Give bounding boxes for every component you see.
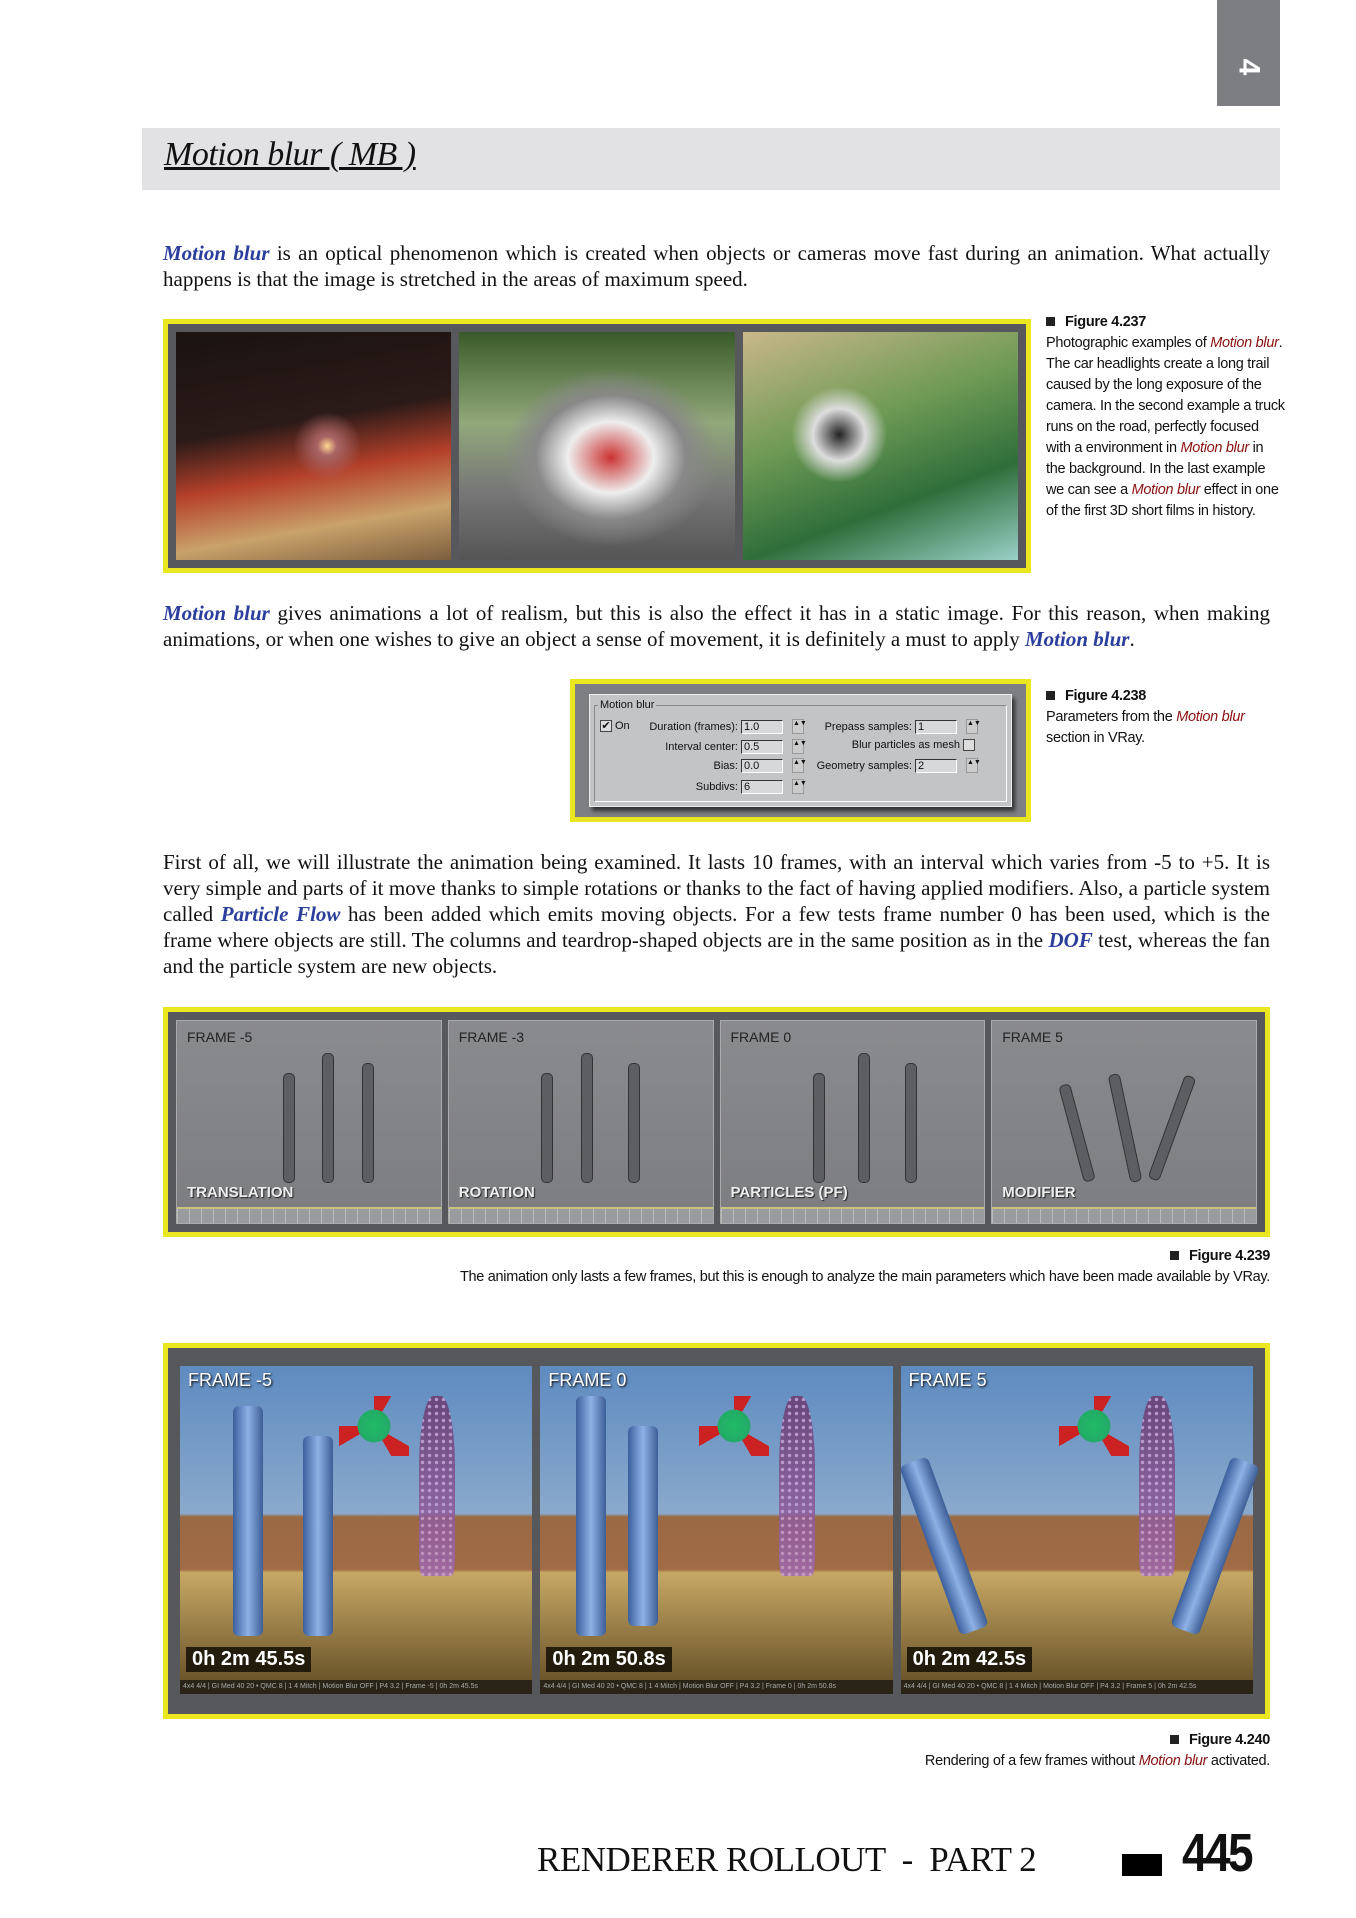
caption-4-237: Figure 4.237 Photographic examples of Motion blur. The car headlights create a long trail caused by the long exposure of the camera. In the second example a truck runs on the road, perfectly focused with a environment in Motion blur in the background. In the last example we can see a Motion blur effect in one of the first 3D short films in history. bbox=[1046, 314, 1285, 519]
photo-3d-short-film bbox=[743, 332, 1018, 560]
paragraph-animation: First of all, we will illustrate the animation being examined. It lasts 10 frames, with an interval which varies from -5 to +5. It is very simple and parts of it move thanks to simple rotations or thanks to the fact of having applied modifiers. Also, a particle system called Particle Flow has been added which emits moving objects. For a few tests frame number 0 has been used, which is the frame where objects are still. The columns and teardrop-shaped objects are in the same position as in the DOF test, whereas the fan and the particle system are new objects. bbox=[163, 850, 1270, 978]
viewport-translation: FRAME -5 TRANSLATION bbox=[176, 1020, 442, 1224]
duration-spinner[interactable]: ▲▼ bbox=[792, 719, 804, 734]
section-title: Motion blur ( MB ) bbox=[164, 136, 416, 173]
bias-input[interactable]: 0.0 bbox=[741, 759, 783, 773]
interval-spinner[interactable]: ▲▼ bbox=[792, 739, 804, 754]
viewport-particles: FRAME 0 PARTICLES (PF) bbox=[720, 1020, 986, 1224]
figure-4-237-photos bbox=[163, 319, 1031, 573]
blur-particles-checkbox[interactable] bbox=[963, 739, 975, 751]
figure-4-238-vray-rollout bbox=[570, 679, 1031, 822]
prepass-spinner[interactable]: ▲▼ bbox=[966, 719, 978, 734]
photo-truck bbox=[459, 332, 734, 560]
geometry-samples-input[interactable]: 2 bbox=[915, 759, 957, 773]
subdivs-input[interactable]: 6 bbox=[741, 780, 783, 794]
subdivs-spinner[interactable]: ▲▼ bbox=[792, 779, 804, 794]
paragraph-intro: Motion blur is an optical phenomenon which is created when objects or cameras move fast during an animation. What actually happens is that the image is stretched in the areas of maximum speed. bbox=[163, 241, 1270, 291]
interval-center-input[interactable]: 0.5 bbox=[741, 740, 783, 754]
figure-4-240-renders bbox=[163, 1343, 1270, 1719]
chapter-tab: 4 bbox=[1217, 0, 1280, 106]
bias-spinner[interactable]: ▲▼ bbox=[792, 758, 804, 773]
page-number: 445 bbox=[1182, 1823, 1251, 1883]
figure-4-239-viewports bbox=[163, 1007, 1270, 1237]
render-frame-0: FRAME 0 0h 2m 50.8s 4x4 4/4 | GI Med 40 20 • QMC 8 | 1 4 Mitch | Motion Blur OFF | P4 3.2 | Frame 0 | 0h 2m 50.8s bbox=[540, 1366, 892, 1694]
rollout-title: Motion blur bbox=[600, 699, 655, 711]
caption-4-238: Figure 4.238 Parameters from the Motion blur section in VRay. bbox=[1046, 688, 1245, 746]
viewport-modifier: FRAME 5 MODIFIER bbox=[991, 1020, 1257, 1224]
geometry-spinner[interactable]: ▲▼ bbox=[966, 758, 978, 773]
section-header bbox=[142, 128, 1280, 190]
render-frame-minus5: FRAME -5 0h 2m 45.5s 4x4 4/4 | GI Med 40 20 • QMC 8 | 1 4 Mitch | Motion Blur OFF | P4 3.2 | Frame -5 | 0h 2m 45.5s bbox=[180, 1366, 532, 1694]
on-checkbox[interactable]: ✔ bbox=[601, 720, 611, 732]
duration-input[interactable]: 1.0 bbox=[741, 720, 783, 734]
caption-4-239: Figure 4.239 The animation only lasts a few frames, but this is enough to analyze the main parameters which have been made available by VRay. bbox=[459, 1248, 1270, 1285]
prepass-input[interactable]: 1 bbox=[915, 720, 957, 734]
motion-blur-rollout: Motion blur ✔ On Duration (frames): 1.0 ▲▼ Interval center: 0.5 ▲▼ Bias: 0.0 ▲▼ Subdivs: 6 ▲▼ Prepass samples: 1 ▲▼ Blur particles as mesh Geometry samples: 2 ▲▼ bbox=[589, 694, 1012, 807]
running-title: RENDERER ROLLOUT - PART 2 bbox=[537, 1840, 1037, 1879]
caption-4-240: Figure 4.240 Rendering of a few frames without Motion blur activated. bbox=[924, 1732, 1270, 1769]
paragraph-realism: Motion blur gives animations a lot of realism, but this is also the effect it has in a static image. For this reason, when making animations, or when one wishes to give an object a sense of movement, it is definitely a must to apply Motion blur. bbox=[163, 601, 1270, 651]
footer-square bbox=[1122, 1854, 1162, 1876]
render-frame-5: FRAME 5 0h 2m 42.5s 4x4 4/4 | GI Med 40 20 • QMC 8 | 1 4 Mitch | Motion Blur OFF | P4 3.2 | Frame 5 | 0h 2m 42.5s bbox=[901, 1366, 1253, 1694]
photo-car-light-trails bbox=[176, 332, 451, 560]
viewport-rotation: FRAME -3 ROTATION bbox=[448, 1020, 714, 1224]
